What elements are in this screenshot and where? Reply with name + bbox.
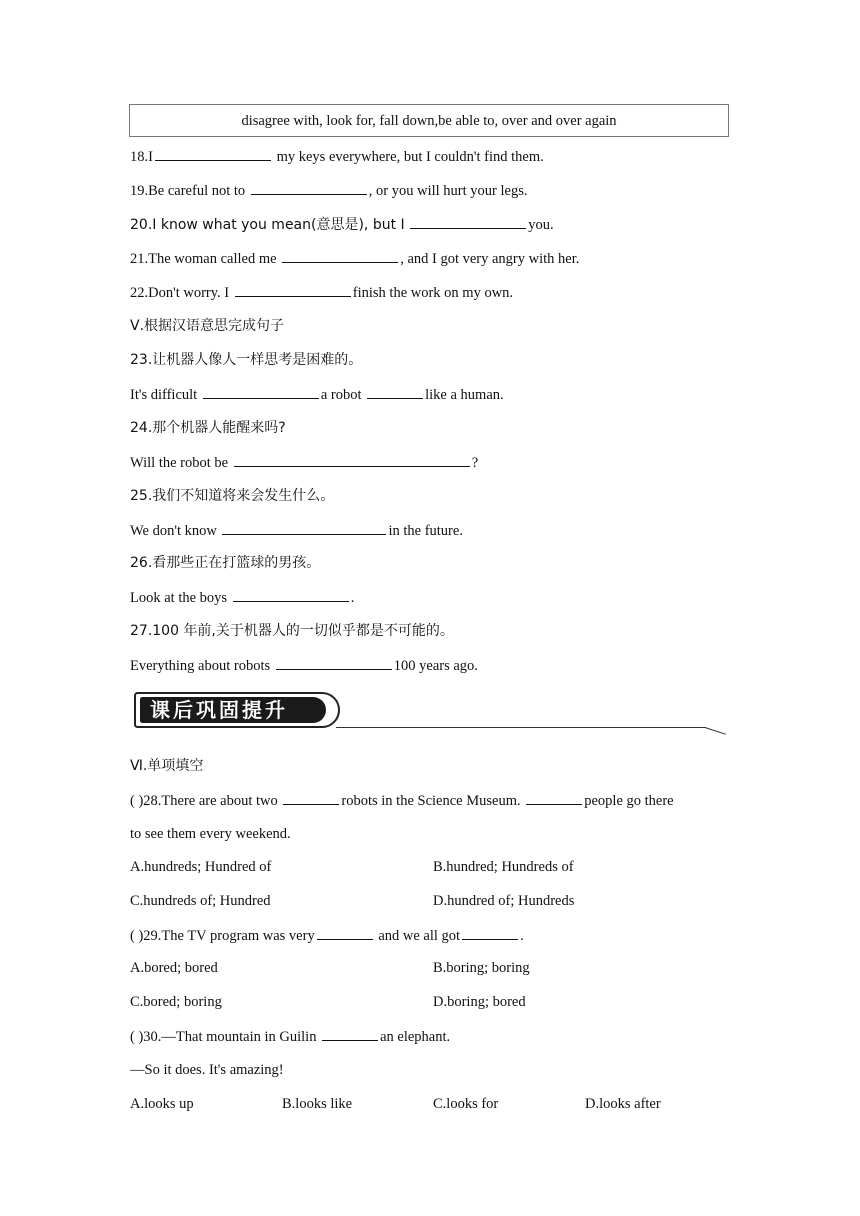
answer-blank[interactable] [367,384,423,399]
q30-option-d[interactable]: D.looks after [585,1096,661,1112]
question-23-chinese: 23.让机器人像人一样思考是困难的。 [130,352,363,368]
answer-blank[interactable] [282,248,398,263]
q30-option-a[interactable]: A.looks up [130,1096,194,1112]
answer-blank[interactable] [222,520,386,535]
answer-blank[interactable] [234,452,470,467]
answer-blank[interactable] [233,587,349,602]
q29-option-c[interactable]: C.bored; boring [130,994,222,1010]
q28-option-a[interactable]: A.hundreds; Hundred of [130,859,272,875]
answer-blank[interactable] [526,790,582,805]
answer-blank[interactable] [155,146,271,161]
question-30-reply: —So it does. It's amazing! [130,1062,284,1078]
word-bank-box [129,104,729,137]
q30-option-b[interactable]: B.looks like [282,1096,353,1112]
q28-option-d[interactable]: D.hundred of; Hundreds [433,893,575,909]
answer-blank[interactable] [203,384,319,399]
question-26: Look at the boys . [130,587,354,608]
banner-title: 课后巩固提升 [140,697,326,723]
section-banner [130,688,722,740]
question-30: ( )30.—That mountain in Guilin an elephant. [130,1026,450,1047]
banner-rule-tail [705,727,726,735]
answer-blank[interactable] [276,655,392,670]
question-28-continued: to see them every weekend. [130,826,291,842]
banner-label [134,692,340,728]
q28-option-c[interactable]: C.hundreds of; Hundred [130,893,271,909]
question-19: 19.Be careful not to , or you will hurt your legs. [130,180,527,201]
question-18: 18.I my keys everywhere, but I couldn't find them. [130,146,544,167]
question-22: 22.Don't worry. I finish the work on my own. [130,282,513,303]
word-bank-text: disagree with, look for, fall down,be able to, over and over again [241,113,617,129]
banner-rule [336,727,706,728]
question-23: It's difficult a robot like a human. [130,384,504,405]
answer-blank[interactable] [462,925,518,940]
question-28: ( )28.There are about two robots in the Science Museum. people go there [130,790,674,811]
q29-option-d[interactable]: D.boring; bored [433,994,526,1010]
answer-blank[interactable] [410,214,526,229]
q28-option-b[interactable]: B.hundred; Hundreds of [433,859,574,875]
answer-blank[interactable] [322,1026,378,1041]
q30-option-c[interactable]: C.looks for [433,1096,499,1112]
question-24-chinese: 24.那个机器人能醒来吗? [130,420,286,436]
question-29: ( )29.The TV program was very and we all got . [130,925,524,946]
q29-option-a[interactable]: A.bored; bored [130,960,218,976]
question-24: Will the robot be ? [130,452,478,473]
section-5-heading: Ⅴ.根据汉语意思完成句子 [130,318,285,334]
answer-blank[interactable] [235,282,351,297]
question-27: Everything about robots 100 years ago. [130,655,478,676]
question-26-chinese: 26.看那些正在打篮球的男孩。 [130,555,321,571]
section-6-heading: Ⅵ.单项填空 [130,758,204,774]
question-25-chinese: 25.我们不知道将来会发生什么。 [130,488,335,504]
question-21: 21.The woman called me , and I got very angry with her. [130,248,579,269]
answer-blank[interactable] [251,180,367,195]
answer-blank[interactable] [317,925,373,940]
answer-blank[interactable] [283,790,339,805]
question-27-chinese: 27.100 年前,关于机器人的一切似乎都是不可能的。 [130,623,454,639]
question-25: We don't know in the future. [130,520,463,541]
q29-option-b[interactable]: B.boring; boring [433,960,530,976]
question-20: 20.I know what you mean(意思是), but I you. [130,214,554,235]
